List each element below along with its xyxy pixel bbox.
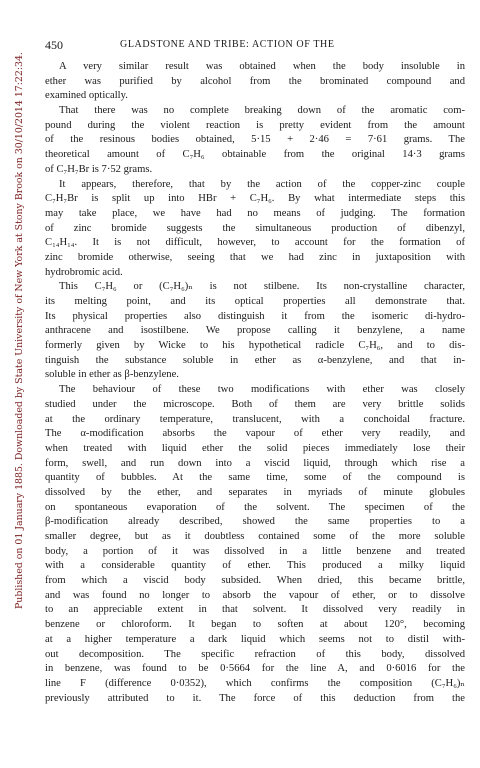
text-line: ether was purified by alcohol from the brominated compound and [45,75,465,87]
text-line: form, swell, and run down into a viscid liquid, through which rise a [45,457,465,469]
text-line: out decomposition. The specific refraction of this body, dissolved [45,648,465,660]
text-line: A very similar result was obtained when the body insoluble in [59,61,465,72]
text-line: It appears, therefore, that by the action of the copper-zinc couple [59,178,465,190]
text-line: to an appreciable extent in that solvent. It dissolved very readily in [45,604,465,616]
text-line: Its physical properties also distinguish it from the isomeric di-hydro- [45,310,465,322]
text-line: hydrobromic acid. [45,266,123,278]
text-line: body, a portion of it was dissolved in a little benzene and treated [45,545,465,557]
page-number: 450 [45,38,63,52]
text-line: from which a viscid body subsided. When dried, this became brittle, [45,575,465,587]
text-line: theoretical amount of C₇H₆ obtainable from the original 14·3 grams [45,149,465,161]
text-line: previously attributed to it. The force of this deduction from the [45,692,465,704]
text-line: C₇H₇Br is split up into HBr + C₇H₆. By what intermediate steps this [45,193,465,205]
text-line: anthracene and isostilbene. We propose calling it benzylene, a name [45,325,465,337]
text-line: The behaviour of these two modifications with ether was closely [59,384,465,396]
text-line: zinc bromide otherwise, seeing that we had zinc in juxtaposition with [45,251,465,263]
text-line: smaller degree, but as it doubtless contained some of the more soluble [45,531,465,542]
page-header [45,38,463,52]
text-line: may take place, we have had no means of judging. The formation [45,207,465,219]
text-line: This C₇H₆ or (C₇H₆)ₙ is not stilbene. Its non-crystalline character, [59,281,465,293]
text-line: of the resinous bodies obtained, 5·15 + 2·46 = 7·61 grams. The [45,134,465,146]
body-text [45,60,465,706]
text-line: in benzene, was found to be 0·5664 for the line A, and 0·6016 for the [45,663,465,675]
text-line: benzene or chloroform. It began to soften at about 120°, becoming [45,619,465,631]
text-line: and was found no longer to absorb the vapour of ether, or to dissolve [45,589,465,601]
text-line: line F (difference 0·0352), which confirms the composition (C₇H₆)ₙ [45,677,465,689]
text-line: The α-modification absorbs the vapour of ether very readily, and [45,428,465,440]
text-line: with a considerable quantity of ether. This produced a milky liquid [45,560,465,572]
text-line: β-modification already described, showed the same properties to a [45,516,465,528]
text-line: quantity of bubbles. At the same time, some of the compound is [45,472,465,484]
text-line: of C₇H₇Br is 7·52 grams. [45,163,153,175]
text-line: dissolved by the ether, and separates in myriads of minute globules [45,486,465,498]
text-line: tinguish the substance soluble in ether as α-benzylene, and that in- [45,354,465,366]
text-line: of zinc bromide suggests the simultaneous production of dibenzyl, [45,222,465,234]
text-line: its melting point, and its optical properties all demonstrate that. [45,296,465,307]
text-line: studied under the microscope. Both of them are very brittle solids [45,398,465,410]
text-line: at a higher temperature a dark liquid which seems not to distil with- [45,633,465,645]
text-line: soluble in ether as β-benzylene. [45,369,179,381]
text-line: That there was no complete breaking down of the aromatic com- [59,105,465,117]
running-title: GLADSTONE AND TRIBE: ACTION OF THE [120,39,335,50]
download-watermark-text: Published on 01 January 1885. Downloaded by State University of New York at Stony Brook on 30/10/2014 17:22:34. [14,52,25,609]
text-line: pound during the violent reaction is pretty evident from the amount [45,119,465,131]
download-watermark [3,0,25,620]
text-line: formerly given by Wicke to his hypothetical radicle C₇H₆, and to dis- [45,340,465,352]
text-line: C₁₄H₁₄. It is not difficult, however, to account for the formation of [45,237,465,249]
text-line: at the ordinary temperature, translucent, with a conchoidal fracture. [45,413,465,425]
text-line: on spontaneous evaporation of the solvent. The specimen of the [45,501,465,513]
text-line: examined optically. [45,90,128,102]
text-line: when treated with liquid ether the solid pieces immediately lose their [45,442,465,454]
